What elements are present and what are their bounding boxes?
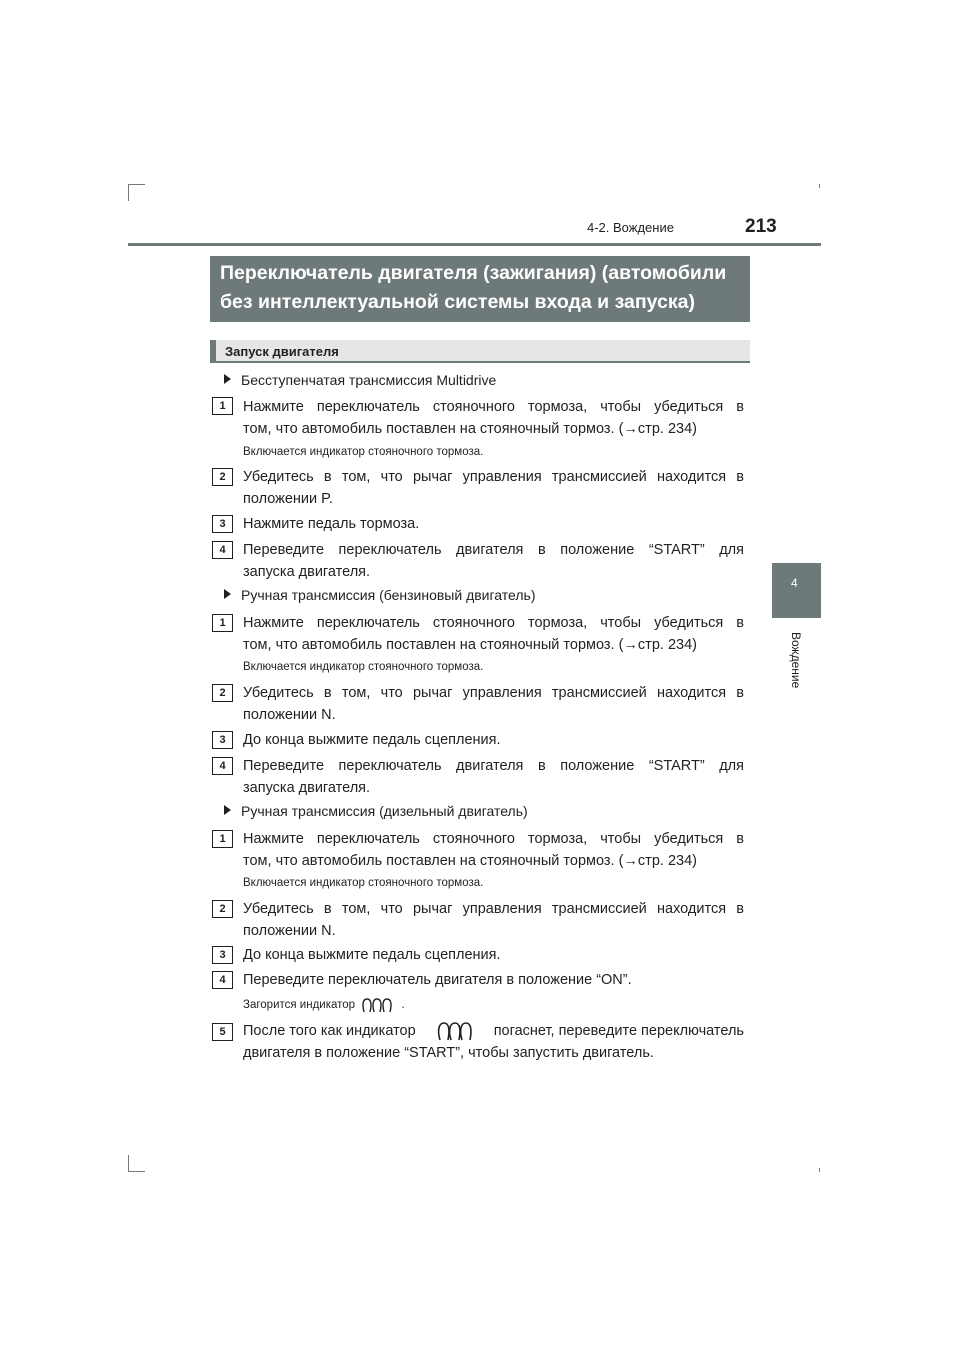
step-text: До конца выжмите педаль сцепления. — [243, 947, 501, 963]
step-text: Нажмите переключатель стояночного тормоза, чтобы убедиться в том, что автомобиль поставлен на стояночный тормоз. (→стр. 234) — [243, 615, 744, 653]
step-number: 1 — [212, 830, 233, 848]
step-text: Нажмите переключатель стояночного тормоза, чтобы убедиться в том, что автомобиль поставлен на стояночный тормоз. (→стр. 234) — [243, 831, 744, 869]
step-text: Переведите переключатель двигателя в положение “START” для запуска двигателя. — [243, 758, 744, 796]
step-text: До конца выжмите педаль сцепления. — [243, 732, 501, 748]
step-number: 5 — [212, 1023, 233, 1041]
glow-plug-indicator-icon — [358, 996, 398, 1014]
step-note: Включается индикатор стояночного тормоза. — [243, 877, 484, 889]
step-text: Переведите переключатель двигателя в положение “ON”. — [243, 972, 632, 988]
group-heading: Ручная трансмиссия (дизельный двигатель) — [224, 803, 528, 819]
glow-plug-indicator-icon — [433, 1020, 477, 1042]
title-line-2: без интеллектуальной системы входа и запуска) — [220, 291, 695, 313]
step-number: 2 — [212, 900, 233, 918]
step-number: 3 — [212, 515, 233, 533]
chapter-label: Вождение — [789, 632, 803, 689]
step-number: 3 — [212, 946, 233, 964]
step-text: Убедитесь в том, что рычаг управления трансмиссией находится в положении N. — [243, 901, 744, 939]
section-label: 4-2. Вождение — [587, 220, 674, 235]
step-number: 4 — [212, 971, 233, 989]
crop-mark-bottom-right — [819, 1168, 820, 1172]
title-line-1: Переключатель двигателя (зажигания) (автомобили — [220, 262, 727, 284]
crop-mark-top-left-v — [128, 184, 129, 201]
step-note: Загорится индикатор . — [243, 996, 405, 1014]
section-title — [210, 256, 750, 322]
triangle-bullet-icon — [224, 374, 231, 384]
subtitle: Запуск двигателя — [225, 344, 339, 359]
step-text: Убедитесь в том, что рычаг управления трансмиссией находится в положении N. — [243, 685, 744, 723]
crop-mark-bottom-left-h — [128, 1171, 145, 1172]
page-number: 213 — [745, 216, 777, 237]
step-note: Включается индикатор стояночного тормоза. — [243, 661, 484, 673]
step-number: 1 — [212, 614, 233, 632]
step-text: После того как индикатор погаснет, переведите переключатель двигателя в положение “START”, чтобы запустить двигатель. — [243, 1020, 744, 1064]
group-heading: Бесступенчатая трансмиссия Multidrive — [224, 372, 496, 388]
step-number: 2 — [212, 684, 233, 702]
step-text: Нажмите педаль тормоза. — [243, 516, 420, 532]
subtitle-box — [210, 340, 750, 363]
step-number: 4 — [212, 541, 233, 559]
step-number: 3 — [212, 731, 233, 749]
step-text: Переведите переключатель двигателя в положение “START” для запуска двигателя. — [243, 542, 744, 580]
step-text: Нажмите переключатель стояночного тормоза, чтобы убедиться в том, что автомобиль поставлен на стояночный тормоз. (→стр. 234) — [243, 399, 744, 437]
group-heading: Ручная трансмиссия (бензиновый двигатель) — [224, 587, 536, 603]
header-rule — [128, 243, 821, 246]
crop-mark-top-right — [819, 184, 820, 188]
subtitle-accent-bar — [210, 340, 216, 361]
chapter-tab — [772, 563, 821, 618]
step-number: 4 — [212, 757, 233, 775]
crop-mark-top-left-h — [128, 184, 145, 185]
triangle-bullet-icon — [224, 589, 231, 599]
step-number: 1 — [212, 397, 233, 415]
triangle-bullet-icon — [224, 805, 231, 815]
step-note: Включается индикатор стояночного тормоза. — [243, 446, 484, 458]
step-number: 2 — [212, 468, 233, 486]
chapter-number: 4 — [791, 576, 798, 590]
step-text: Убедитесь в том, что рычаг управления трансмиссией находится в положении P. — [243, 469, 744, 507]
crop-mark-bottom-left-v — [128, 1155, 129, 1172]
